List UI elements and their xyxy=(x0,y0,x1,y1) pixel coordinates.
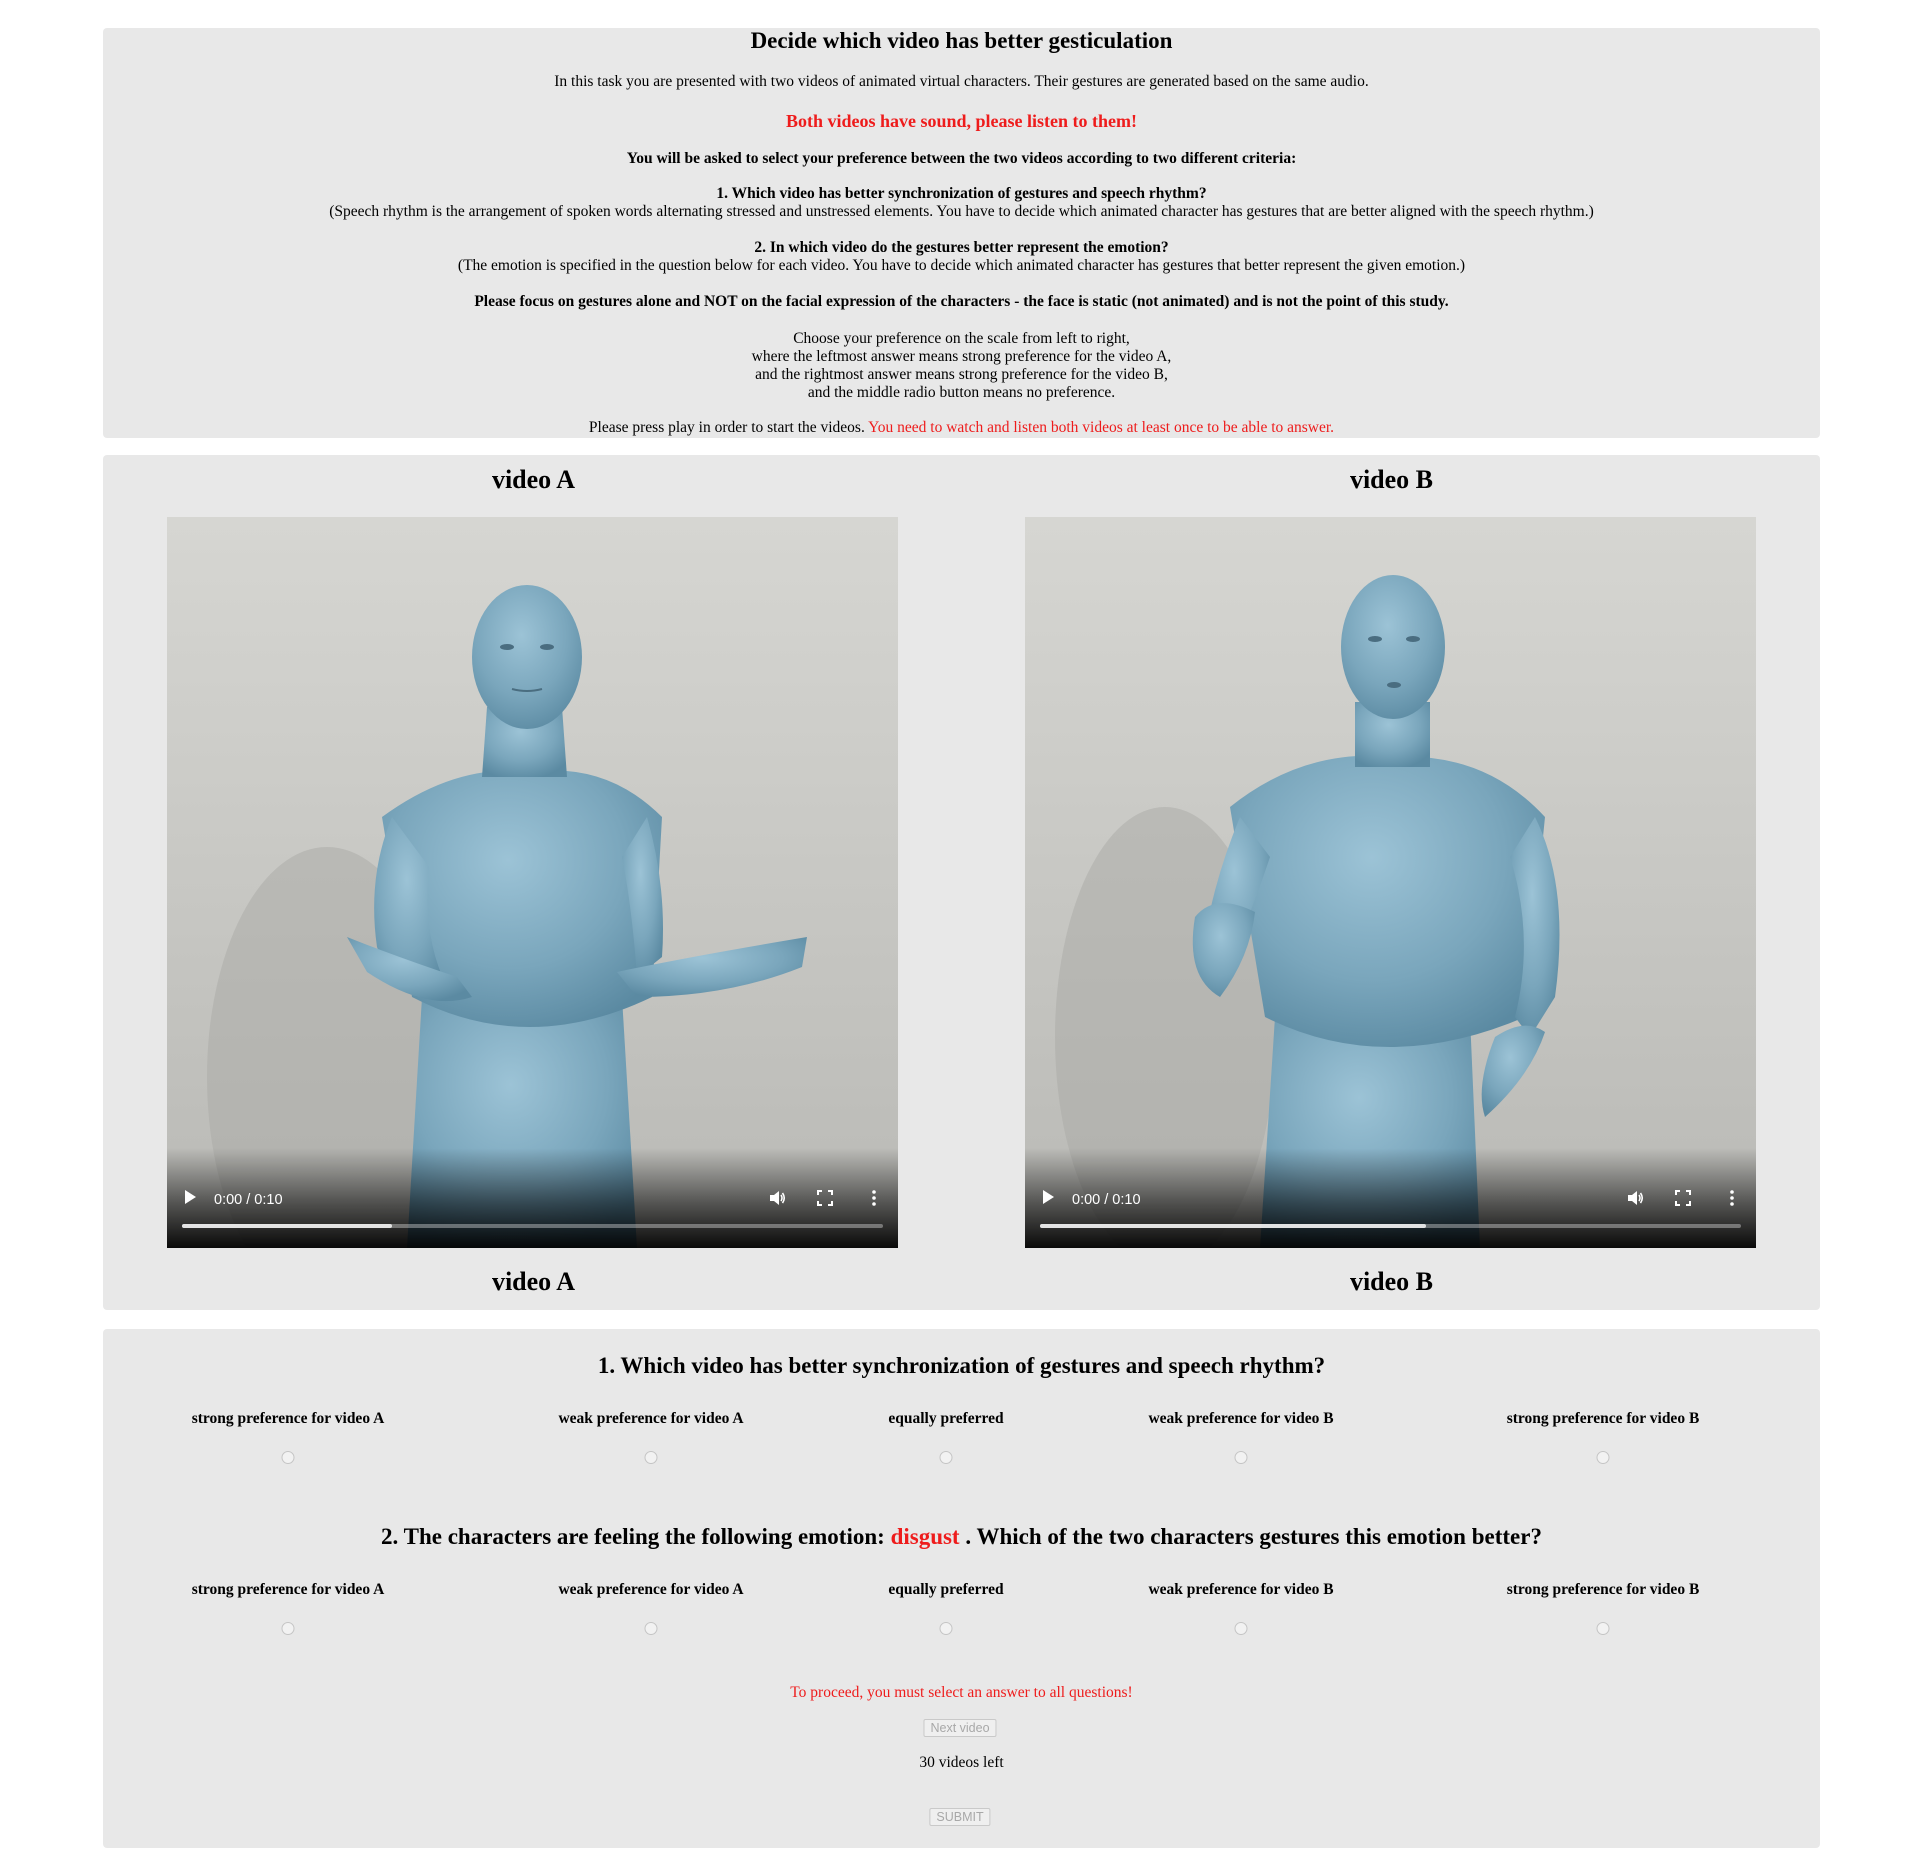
question2-title xyxy=(103,1524,1820,1550)
submit-button[interactable]: SUBMIT xyxy=(929,1808,990,1826)
play-warning: You need to watch and listen both videos at least once to be able to answer. xyxy=(868,419,1335,436)
fullscreen-icon[interactable] xyxy=(1673,1188,1693,1208)
q1-radio-weak-b[interactable] xyxy=(1235,1451,1248,1464)
videos-panel xyxy=(103,455,1820,1310)
q1-option-label: equally preferred xyxy=(888,1410,1004,1427)
more-vertical-icon[interactable] xyxy=(1722,1188,1742,1208)
question1-title: 1. Which video has better synchronization of gestures and speech rhythm? xyxy=(597,1353,1326,1378)
q2-radio-strong-a[interactable] xyxy=(282,1622,295,1635)
q2-option-label: strong preference for video B xyxy=(1506,1581,1700,1598)
criterion1-title: 1. Which video has better synchronization of gestures and speech rhythm? xyxy=(716,185,1207,202)
question2-suffix: . Which of the two characters gestures this emotion better? xyxy=(965,1524,1542,1549)
more-vertical-icon[interactable] xyxy=(864,1188,884,1208)
video-a-seekbar-fill xyxy=(182,1224,392,1228)
scale-line: where the leftmost answer means strong preference for the video A, xyxy=(751,348,1172,365)
video-a-time: 0:00 / 0:10 xyxy=(214,1192,283,1208)
video-a-seekbar[interactable] xyxy=(182,1224,883,1228)
videos-remaining: 30 videos left xyxy=(919,1754,1004,1771)
q2-option-label: weak preference for video B xyxy=(1148,1581,1334,1598)
video-a-player[interactable] xyxy=(167,517,898,1248)
emotion-label: disgust xyxy=(890,1524,960,1549)
proceed-warning: To proceed, you must select an answer to all questions! xyxy=(790,1684,1133,1701)
play-note: Please press play in order to start the videos. xyxy=(588,419,865,436)
q2-radio-equal[interactable] xyxy=(940,1622,953,1635)
scale-line: and the rightmost answer means strong preference for the video B, xyxy=(755,366,1168,383)
criteria-intro: You will be asked to select your preference between the two videos according to two different criteria: xyxy=(626,150,1297,167)
q1-radio-strong-b[interactable] xyxy=(1597,1451,1610,1464)
question2-prefix: 2. The characters are feeling the following emotion: xyxy=(381,1524,885,1549)
video-b-label-bottom: video B xyxy=(1349,1267,1434,1296)
scale-instructions xyxy=(103,330,1820,402)
criterion2-desc: (The emotion is specified in the question below for each video. You have to decide which animated character has gestures that better represent the given emotion.) xyxy=(457,257,1466,274)
play-icon[interactable] xyxy=(185,1190,196,1204)
volume-icon[interactable] xyxy=(1625,1188,1645,1208)
q2-option-label: weak preference for video A xyxy=(558,1581,744,1598)
video-a-controls xyxy=(167,1148,898,1248)
scale-line: Choose your preference on the scale from left to right, xyxy=(793,330,1130,347)
focus-note: Please focus on gestures alone and NOT on the facial expression of the characters - the face is static (not animated) and is not the point of this study. xyxy=(474,293,1449,310)
character-figure-b xyxy=(1025,517,1756,1248)
video-b-label-top: video B xyxy=(1349,465,1434,494)
video-b-seekbar-fill xyxy=(1040,1224,1426,1228)
play-icon[interactable] xyxy=(1043,1190,1054,1204)
instructions-panel xyxy=(103,28,1820,438)
page-title: Decide which video has better gesticulation xyxy=(750,28,1173,53)
next-video-button[interactable]: Next video xyxy=(923,1719,996,1737)
q2-option-label: strong preference for video A xyxy=(191,1581,385,1598)
fullscreen-icon[interactable] xyxy=(815,1188,835,1208)
volume-icon[interactable] xyxy=(767,1188,787,1208)
q1-option-label: weak preference for video A xyxy=(558,1410,744,1427)
q1-radio-strong-a[interactable] xyxy=(282,1451,295,1464)
q2-radio-weak-b[interactable] xyxy=(1235,1622,1248,1635)
q1-option-label: weak preference for video B xyxy=(1148,1410,1334,1427)
questions-panel xyxy=(103,1329,1820,1848)
q1-radio-equal[interactable] xyxy=(940,1451,953,1464)
play-instructions xyxy=(103,419,1820,437)
q1-option-label: strong preference for video A xyxy=(191,1410,385,1427)
sound-warning: Both videos have sound, please listen to them! xyxy=(785,111,1138,131)
criterion1-desc: (Speech rhythm is the arrangement of spoken words alternating stressed and unstressed elements. You have to decide which animated character has gestures that are better aligned with the speech rhythm.) xyxy=(329,203,1594,220)
q1-option-label: strong preference for video B xyxy=(1506,1410,1700,1427)
intro-text: In this task you are presented with two videos of animated virtual characters. Their gestures are generated based on the same audio. xyxy=(554,73,1369,90)
video-a-label-bottom: video A xyxy=(491,1267,576,1296)
q2-option-label: equally preferred xyxy=(888,1581,1004,1598)
criterion2-title: 2. In which video do the gestures better represent the emotion? xyxy=(754,239,1169,256)
video-b-player[interactable] xyxy=(1025,517,1756,1248)
video-b-controls xyxy=(1025,1148,1756,1248)
video-a-label-top: video A xyxy=(491,465,576,494)
q2-radio-strong-b[interactable] xyxy=(1597,1622,1610,1635)
video-b-seekbar[interactable] xyxy=(1040,1224,1741,1228)
character-figure-a xyxy=(167,517,898,1248)
q1-radio-weak-a[interactable] xyxy=(645,1451,658,1464)
video-b-time: 0:00 / 0:10 xyxy=(1072,1192,1141,1208)
q2-radio-weak-a[interactable] xyxy=(645,1622,658,1635)
scale-line: and the middle radio button means no preference. xyxy=(807,384,1116,401)
